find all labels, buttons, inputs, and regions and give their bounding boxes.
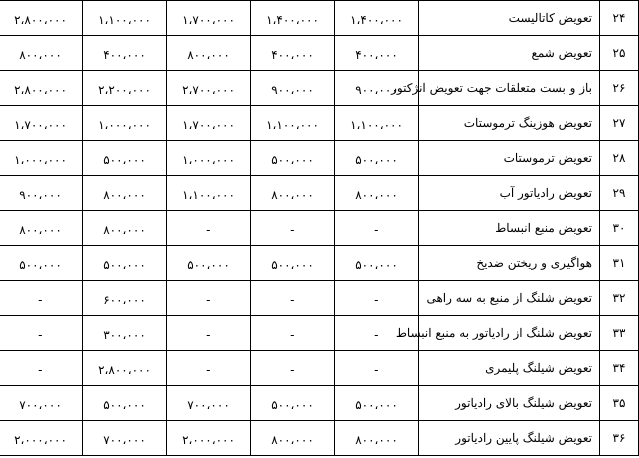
price-cell-col5: ۱،۱۰۰،۰۰۰ xyxy=(335,106,419,141)
price-cell-col4: ۸۰۰،۰۰۰ xyxy=(251,176,335,211)
service-description-cell: تعویض منبع انبساط xyxy=(419,211,600,246)
service-description-cell: تعویض شیلنگ پایین رادیاتور xyxy=(419,421,600,456)
table-row xyxy=(0,71,639,106)
price-cell-col3: - xyxy=(167,316,251,351)
price-cell-col3: - xyxy=(167,281,251,316)
price-cell-col5: ۵۰۰،۰۰۰ xyxy=(335,246,419,281)
price-cell-col2: ۲،۲۰۰،۰۰۰ xyxy=(83,71,167,106)
price-cell-col3: ۸۰۰،۰۰۰ xyxy=(167,36,251,71)
table-row xyxy=(0,316,639,351)
table-row xyxy=(0,246,639,281)
price-cell-col1: ۸۰۰،۰۰۰ xyxy=(0,211,83,246)
price-cell-col3: ۱،۰۰۰،۰۰۰ xyxy=(167,141,251,176)
service-description-cell: تعویض هوزینگ ترموستات xyxy=(419,106,600,141)
price-cell-col3: - xyxy=(167,351,251,386)
price-cell-col5: - xyxy=(335,281,419,316)
table-body xyxy=(0,1,639,456)
price-cell-col2: ۵۰۰،۰۰۰ xyxy=(83,246,167,281)
price-cell-col5: - xyxy=(335,211,419,246)
price-cell-col4: - xyxy=(251,281,335,316)
price-cell-col5: ۸۰۰،۰۰۰ xyxy=(335,176,419,211)
service-description-cell: تعویض شلنگ از رادیاتور به منبع انبساط xyxy=(419,316,600,351)
price-cell-col2: ۶۰۰،۰۰۰ xyxy=(83,281,167,316)
price-cell-col2: ۱،۰۰۰،۰۰۰ xyxy=(83,106,167,141)
price-cell-col5: ۵۰۰،۰۰۰ xyxy=(335,386,419,421)
price-cell-col4: ۴۰۰،۰۰۰ xyxy=(251,36,335,71)
price-cell-col1: ۲،۰۰۰،۰۰۰ xyxy=(0,421,83,456)
row-number-cell: ۲۴ xyxy=(600,1,639,36)
price-cell-col1: - xyxy=(0,316,83,351)
table-row xyxy=(0,386,639,421)
price-cell-col3: ۱،۷۰۰،۰۰۰ xyxy=(167,1,251,36)
price-cell-col1: ۲،۸۰۰،۰۰۰ xyxy=(0,71,83,106)
price-cell-col2: ۳۰۰،۰۰۰ xyxy=(83,316,167,351)
service-description-cell: تعویض شمع xyxy=(419,36,600,71)
service-description-cell: تعویض شیلنگ بالای رادیاتور xyxy=(419,386,600,421)
price-cell-col1: ۸۰۰،۰۰۰ xyxy=(0,36,83,71)
price-cell-col4: ۱،۴۰۰،۰۰۰ xyxy=(251,1,335,36)
service-description-cell: تعویض رادیاتور آب xyxy=(419,176,600,211)
row-number-cell: ۳۳ xyxy=(600,316,639,351)
table-row xyxy=(0,36,639,71)
price-cell-col5: ۵۰۰،۰۰۰ xyxy=(335,141,419,176)
price-cell-col3: - xyxy=(167,211,251,246)
price-cell-col3: ۱،۱۰۰،۰۰۰ xyxy=(167,176,251,211)
price-cell-col5: - xyxy=(335,351,419,386)
service-description-cell: تعویض کاتالیست xyxy=(419,1,600,36)
service-description-cell: تعویض ترموستات xyxy=(419,141,600,176)
row-number-cell: ۳۴ xyxy=(600,351,639,386)
table-row xyxy=(0,176,639,211)
price-cell-col3: ۱،۷۰۰،۰۰۰ xyxy=(167,106,251,141)
price-cell-col1: - xyxy=(0,281,83,316)
price-cell-col4: ۹۰۰،۰۰۰ xyxy=(251,71,335,106)
price-cell-col4: - xyxy=(251,211,335,246)
price-cell-col4: - xyxy=(251,316,335,351)
row-number-cell: ۳۱ xyxy=(600,246,639,281)
price-cell-col4: ۵۰۰،۰۰۰ xyxy=(251,246,335,281)
price-cell-col2: ۵۰۰،۰۰۰ xyxy=(83,386,167,421)
price-cell-col2: ۷۰۰،۰۰۰ xyxy=(83,421,167,456)
table-row xyxy=(0,141,639,176)
service-description-cell: تعویض شیلنگ پلیمری xyxy=(419,351,600,386)
price-cell-col5: ۸۰۰،۰۰۰ xyxy=(335,421,419,456)
price-cell-col4: ۸۰۰،۰۰۰ xyxy=(251,421,335,456)
price-cell-col3: ۷۰۰،۰۰۰ xyxy=(167,386,251,421)
price-cell-col1: ۱،۷۰۰،۰۰۰ xyxy=(0,106,83,141)
price-cell-col2: ۱،۱۰۰،۰۰۰ xyxy=(83,1,167,36)
price-cell-col2: ۸۰۰،۰۰۰ xyxy=(83,176,167,211)
row-number-cell: ۲۹ xyxy=(600,176,639,211)
price-cell-col2: ۵۰۰،۰۰۰ xyxy=(83,141,167,176)
price-cell-col5: ۱،۴۰۰،۰۰۰ xyxy=(335,1,419,36)
table-row xyxy=(0,106,639,141)
price-cell-col2: ۸۰۰،۰۰۰ xyxy=(83,211,167,246)
row-number-cell: ۳۶ xyxy=(600,421,639,456)
price-cell-col1: ۹۰۰،۰۰۰ xyxy=(0,176,83,211)
table-row xyxy=(0,421,639,456)
price-cell-col1: ۲،۸۰۰،۰۰۰ xyxy=(0,1,83,36)
table-row xyxy=(0,1,639,36)
price-cell-col4: - xyxy=(251,351,335,386)
row-number-cell: ۳۰ xyxy=(600,211,639,246)
price-cell-col3: ۲،۰۰۰،۰۰۰ xyxy=(167,421,251,456)
row-number-cell: ۲۷ xyxy=(600,106,639,141)
row-number-cell: ۲۸ xyxy=(600,141,639,176)
price-cell-col5: ۹۰۰،۰۰۰ xyxy=(335,71,419,106)
table-row xyxy=(0,211,639,246)
service-description-cell: تعویض شلنگ از منبع به سه راهی xyxy=(419,281,600,316)
price-cell-col2: ۲،۸۰۰،۰۰۰ xyxy=(83,351,167,386)
price-cell-col3: ۵۰۰،۰۰۰ xyxy=(167,246,251,281)
price-cell-col1: ۱،۰۰۰،۰۰۰ xyxy=(0,141,83,176)
table-row xyxy=(0,351,639,386)
price-cell-col4: ۵۰۰،۰۰۰ xyxy=(251,386,335,421)
table-row xyxy=(0,281,639,316)
price-cell-col5: - xyxy=(335,316,419,351)
price-cell-col2: ۴۰۰،۰۰۰ xyxy=(83,36,167,71)
row-number-cell: ۳۵ xyxy=(600,386,639,421)
price-cell-col1: ۷۰۰،۰۰۰ xyxy=(0,386,83,421)
row-number-cell: ۳۲ xyxy=(600,281,639,316)
price-cell-col5: ۴۰۰،۰۰۰ xyxy=(335,36,419,71)
price-cell-col4: ۵۰۰،۰۰۰ xyxy=(251,141,335,176)
service-description-cell: هواگیری و ریختن ضدیخ xyxy=(419,246,600,281)
row-number-cell: ۲۶ xyxy=(600,71,639,106)
price-cell-col1: ۵۰۰،۰۰۰ xyxy=(0,246,83,281)
row-number-cell: ۲۵ xyxy=(600,36,639,71)
price-cell-col3: ۲،۷۰۰،۰۰۰ xyxy=(167,71,251,106)
price-cell-col1: - xyxy=(0,351,83,386)
service-description-cell: باز و بست متعلقات جهت تعویض انژکتور xyxy=(419,71,600,106)
price-cell-col4: ۱،۱۰۰،۰۰۰ xyxy=(251,106,335,141)
